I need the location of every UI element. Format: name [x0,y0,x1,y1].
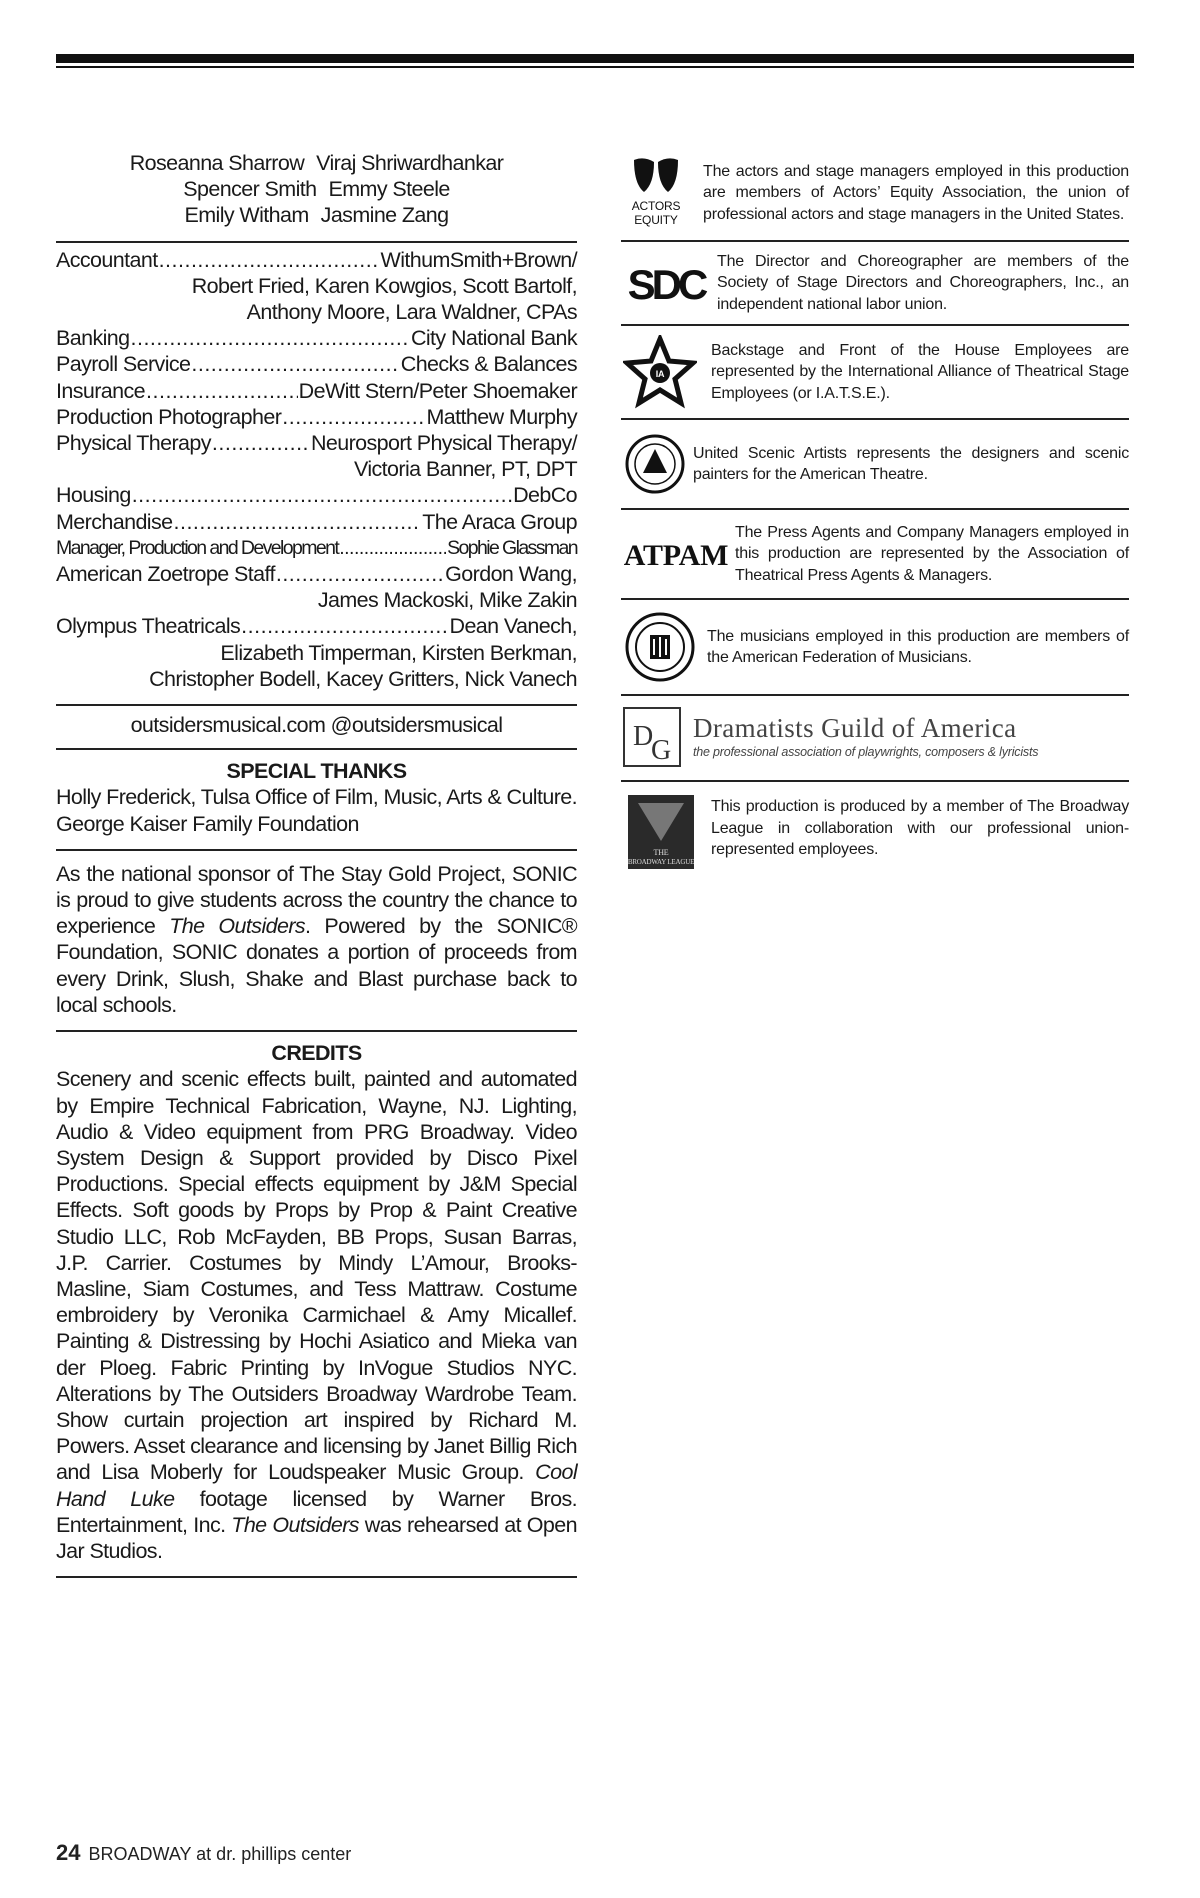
staff-value: Matthew Murphy [426,404,577,429]
union-equity [621,150,1129,242]
svg-text:THE: THE [653,848,669,857]
staff-value-cont: Robert Fried, Karen Kowgios, Scott Bartolf, [191,273,577,298]
credits-heading: CREDITS [271,1041,362,1066]
footer-publication: BROADWAY at dr. phillips center [88,1844,352,1864]
svg-text:BROADWAY LEAGUE: BROADWAY LEAGUE [628,858,694,866]
svg-text:G: G [650,735,672,766]
united-scenic-artists-logo [621,426,689,502]
page-footer [56,1840,351,1866]
credits [56,1032,577,1576]
cast-name: Jasmine Zang [320,203,449,228]
top-rule-thick [56,54,1134,63]
staff-label: Production Photographer [56,404,282,429]
sponsor [56,851,577,1030]
staff-value: Dean Vanech, [449,614,577,639]
svg-text:IA: IA [655,369,665,379]
cast-name: Spencer Smith [183,177,317,202]
broadway-league-logo [621,792,701,872]
staff-payroll [56,351,577,377]
staff-label: Housing [56,483,131,508]
staff-banking [56,325,577,351]
dramatists-guild-logo [621,704,683,770]
staff-value-cont: Victoria Banner, PT, DPT [353,457,577,482]
union-iatse [621,326,1129,420]
staff-value: DeWitt Stern/Peter Shoemaker [298,378,577,403]
union-league-text: This production is produced by a member of The Broadway League in collaboration with our professional union-represented employees. [711,798,1129,858]
svg-text:ACTORS: ACTORS [631,199,681,213]
staff-olympus [56,613,577,639]
union-atpam [621,510,1129,600]
staff-label: Olympus Theatricals [56,614,241,639]
page-number: 24 [56,1840,81,1865]
union-afm-text: The musicians employed in this production are members of the American Federation of Musicians. [707,627,1129,666]
staff-label: Payroll Service [56,352,191,377]
union-dramatists-guild [621,696,1129,782]
cast-names [56,150,577,229]
dramatists-guild-subtitle: the professional association of playwrights, composers & lyricists [693,745,1039,759]
staff-therapy [56,430,577,456]
atpam-logo [621,516,731,592]
website-handle: outsidersmusical.com @outsidersmusical [130,713,503,738]
staff-value: DebCo [513,483,577,508]
afm-logo [621,606,699,688]
top-rule-thin [56,66,1134,68]
staff-value: WithumSmith+Brown/ [380,247,577,272]
staff-value-cont: James Mackoski, Mike Zakin [317,588,577,613]
union-afm [621,600,1129,696]
union-sdc [621,242,1129,326]
staff-accountant [56,247,577,273]
staff-label: American Zoetrope Staff [56,562,275,587]
svg-text:ATPAM: ATPAM [623,539,729,570]
staff-label: Physical Therapy [56,431,211,456]
divider [56,1576,577,1578]
right-column [621,150,1129,878]
actors-equity-logo [621,152,691,234]
staff-manager [56,535,577,561]
union-equity-text: The actors and stage managers employed in this production are members of Actors’ Equity Association, the union of professional actors and stage managers in the United States. [703,162,1129,223]
staff-value: The Araca Group [422,509,577,534]
staff-list [56,243,577,704]
staff-label: Insurance [56,378,146,403]
staff-value: Sophie Glassman [447,536,577,559]
staff-zoetrope [56,561,577,587]
staff-label: Merchandise [56,509,173,534]
cast-name: Emmy Steele [328,177,450,202]
staff-value-cont: Anthony Moore, Lara Waldner, CPAs [246,300,577,325]
union-iatse-text: Backstage and Front of the House Employees are represented by the International Alliance of Theatrical Stage Employees (or I.A.T.S.E.). [711,341,1129,402]
special-thanks-text: Holly Frederick, Tulsa Office of Film, Music, Arts & Culture. George Kaiser Family Foundation [56,785,577,836]
svg-text:EQUITY: EQUITY [634,213,678,227]
special-thanks [56,750,577,849]
sdc-logo [621,248,711,318]
cast-name: Viraj Shriwardhankar [316,151,504,175]
sponsor-text: As the national sponsor of The Stay Gold Project, SONIC is proud to give students across the country the chance to experience The Outsiders. Powered by the SONIC® Foundation, SONIC donates a portion of proceeds from every Drink, Slush, Shake and Blast purchase back to local schools. [56,861,577,1017]
staff-value-cont: Christopher Bodell, Kacey Gritters, Nick Vanech [149,666,577,691]
union-broadway-league [621,782,1129,878]
union-atpam-text: The Press Agents and Company Managers employed in this production are represented by the Association of Theatrical Press Agents & Managers. [735,523,1129,584]
staff-value: Checks & Balances [400,352,577,377]
staff-insurance [56,378,577,404]
staff-value: Neurosport Physical Therapy/ [310,431,577,456]
dramatists-guild-title: Dramatists Guild of America [693,713,1017,743]
special-thanks-heading: SPECIAL THANKS [226,759,407,784]
staff-label: Manager, Production and Development [56,536,339,559]
cast-name: Roseanna Sharrow [129,151,305,175]
staff-housing [56,482,577,508]
left-column [56,150,577,1578]
staff-value: Gordon Wang, [445,562,577,587]
staff-label: Accountant [56,247,158,272]
cast-name: Emily Witham [184,203,309,228]
staff-value: City National Bank [410,326,577,351]
credits-text: Scenery and scenic effects built, painted and automated by Empire Technical Fabrication, Wayne, NJ. Lighting, Audio & Video equipment from PRG Broadway. Video System Design & Support provided by Disco Pixel Productions. Special effects equipment by J&M Special Effects. Soft goods by Props by Prop & Paint Creative Studio LLC, Rob McFayden, BB Props, Susan Barras, J.P. Carrier. Costumes by Mindy L’Amour, Brooks-Masline, Siam Costumes, and Tess Mattraw. Costume embroidery by Veronika Carmichael & Amy Micallef. Painting & Distressing by Hochi Asiatico and Mieka van der Ploeg. Fabric Printing by InVogue Studios NYC. Alterations by The Outsiders Broadway Wardrobe Team. Show curtain projection art inspired by Richard M. Powers. Asset clearance and licensing by Janet Billig Rich and Lisa Moberly for Loudspeaker Music Group. Cool Hand Luke footage licensed by Warner Bros. Entertainment, Inc. The Outsiders was rehearsed at Open Jar Studios. [56,1067,577,1563]
union-sdc-text: The Director and Choreographer are members of the Society of Stage Directors and Choreographers, Inc., an independent national labor union. [717,252,1129,313]
union-usa-text: United Scenic Artists represents the designers and scenic painters for the American Theatre. [693,444,1129,483]
staff-photographer [56,404,577,430]
staff-label: Banking [56,326,130,351]
staff-value-cont: Elizabeth Timperman, Kirsten Berkman, [220,640,577,665]
staff-merchandise [56,509,577,535]
svg-text:D: D [632,721,654,752]
svg-text:SDC: SDC [627,261,705,307]
union-usa [621,420,1129,510]
iatse-logo [621,332,699,412]
